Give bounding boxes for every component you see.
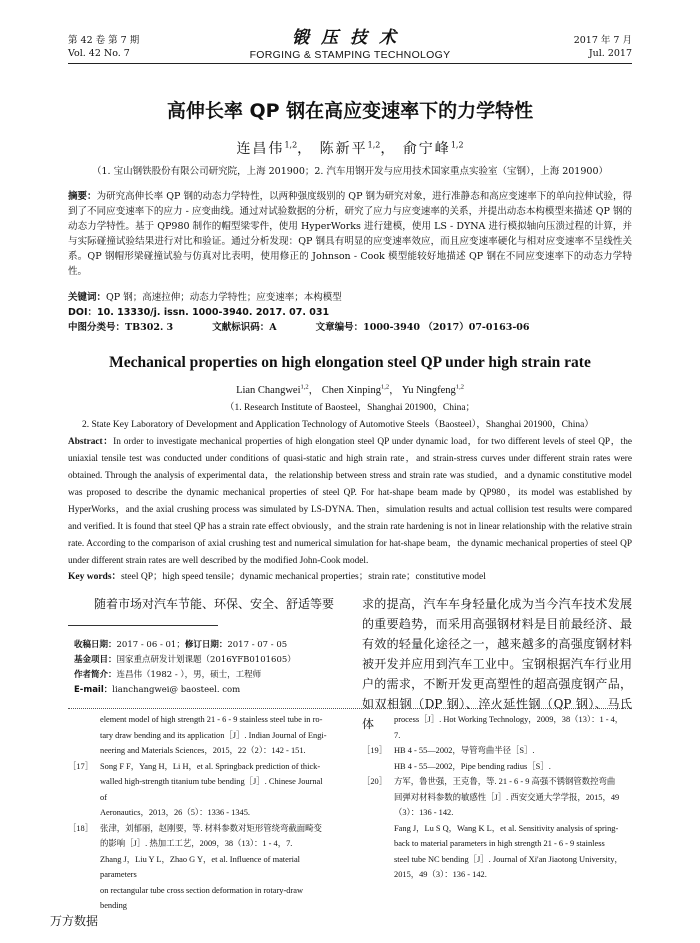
keywords-cn bbox=[68, 290, 632, 305]
abstract-label-cn: 摘要： bbox=[68, 191, 97, 202]
author-name: Yu Ningfeng bbox=[401, 385, 456, 396]
date-cn: 2017 年 7 月 bbox=[573, 35, 632, 46]
author-sup: 1,2 bbox=[380, 383, 390, 391]
article-no-label: 文章编号： bbox=[315, 322, 364, 333]
date-en: Jul. 2017 bbox=[588, 48, 632, 59]
author-sup: 1,2 bbox=[367, 140, 381, 150]
abstract-text-cn: 为研究高伸长率 QP 钢的动态力学特性，以两种强度级别的 QP 钢为研究对象，进行准静态和高应变速率下的单向拉伸试验，得到了不同应变速率下的应力 - 应变曲线。通过对试验数据的分析，研究了应力与应变速率的关系，并提出动态本构模型来描述 QP 钢的动态力学特性。基于 QP980 制作的帽型梁零件，使用 HyperWorks 进行建模，使用 LS - DYNA 进行模拟轴向压溃过程的计算，并与实际碰撞试验结果进行对比和验证。通过分析发现：QP 钢具有明显的应变速率效应，而且应变速率硬化与相对应变速率不呈线性关系。QP 钢帽形梁碰撞试验与仿真对比表明，使用修正的 Johnson - Cook 模型能较好地描述 QP 钢在不同应变速率下的动态力学特性。 bbox=[68, 191, 632, 277]
author-sup: 1,2 bbox=[450, 140, 464, 150]
issue-date bbox=[574, 34, 632, 60]
author-name: Lian Changwei bbox=[236, 385, 301, 396]
author-sup: 1,2 bbox=[455, 383, 464, 391]
author-name: 陈新平 bbox=[319, 141, 368, 157]
footnote-rule bbox=[68, 625, 218, 626]
reference-item: process［J］. Hot Working Technology，2009，38（13）：1 - 4，7. bbox=[394, 715, 624, 740]
keywords-label-en: Key words： bbox=[68, 572, 122, 582]
reference-item: ［18］ 张津，刘郁丽，赵刚要，等. 材料参数对矩形管绕弯截面畸变 的影响［J］. 热加工工艺，2009，38（13）：1 - 4，7. Zhang J，Liu Y L，Zhao G Y，et al. Influence of material parameters on rectangular tube cross section deformation in rotary-draw bending bbox=[68, 823, 322, 910]
paper-title-cn: 高伸长率 QP 钢在高应变速率下的力学特性 bbox=[166, 100, 534, 122]
authors-en: Lian Changwei$^{1,2}$， Chen Xinping$^{1,2}$， Yu Ningfeng$^{1,2}$ bbox=[236, 383, 464, 396]
author-sup: 1,2 bbox=[300, 383, 309, 391]
article-no-value: 1000-3940 （2017）07-0163-06 bbox=[363, 322, 530, 333]
page-break-rule bbox=[68, 708, 632, 709]
footnote-author: 作者简介：连昌伟（1982 - ），男，硕士，工程师 bbox=[74, 670, 262, 680]
footer-watermark: 万方数据 bbox=[50, 914, 99, 928]
keywords-text-cn: QP 钢；高速拉伸；动态力学特性；应变速率；本构模型 bbox=[106, 292, 342, 303]
affiliation-en-2: 2. State Key Laboratory of Development and Application Technology of Automotive Steels（Baosteel），Shanghai 201900，China） bbox=[82, 420, 594, 430]
classification-line bbox=[68, 320, 632, 335]
footnotes bbox=[74, 638, 336, 698]
author-sup: 1,2 bbox=[284, 140, 298, 150]
journal-title-cn: 锻压技术 bbox=[292, 28, 408, 48]
affiliation-en-1: （1. Research Institute of Baosteel，Shanghai 201900，China； bbox=[224, 403, 476, 413]
body-text-left: 随着市场对汽车节能、环保、安全、舒适等要 bbox=[94, 597, 335, 611]
footnote-email: E-mail：lianchangwei@ baosteel. com bbox=[74, 685, 241, 695]
doi-value: 10. 13330/j. issn. 1000-3940. 2017. 07. 031 bbox=[97, 307, 330, 318]
volume-en: Vol. 42 No. 7 bbox=[68, 48, 130, 59]
author-name: 俞宁峰 bbox=[402, 141, 451, 157]
doi bbox=[68, 305, 632, 320]
references-left bbox=[68, 712, 330, 914]
abstract-en bbox=[68, 434, 632, 570]
abstract-cn bbox=[68, 189, 632, 279]
abstract-text-en: In order to investigate mechanical properties of high elongation steel QP under dynamic load，for two different levels of steel QP，the uniaxial tensile test was conducted under conditions of quasi-static and high strain rate，and strain-stress curves under different strain rates were obtained. Through the analysis of experimental data，the relationship between stress and strain rate was studied，and a dynamic constitutive model was proposed to describe the dynamic mechanical properties of steel QP. For hat-shape beam made by QP980，its model was established by HyperWorks，and the axial crushing process was simulated by LS-DYNA. Then，simulation results and actual collision test results were compared and verified. It is found that steel QP has a strain rate effect obviously，and the strain rate hardening is not in linear relationship with the relative strain rate. According to the comparison of axial crushing test and numerical simulation for hat-shape beam，the dynamic mechanical properties of steel QP under different strain rates are well described by the modified John-Cook model. bbox=[68, 437, 632, 566]
doi-label: DOI： bbox=[68, 307, 97, 318]
header-rule bbox=[68, 63, 632, 64]
reference-item: ［17］ Song F F，Yang H，Li H，et al. Springback prediction of thick- walled high-strength titanium tube bending［J］. Chinese Journal of Aeronautics，2013，26（5）：1336 - 1345. bbox=[68, 761, 323, 817]
references-right bbox=[362, 712, 624, 883]
affiliations-cn: （1. 宝山钢铁股份有限公司研究院，上海 201900；2. 汽车用钢开发与应用技术国家重点实验室（宝钢），上海 201900） bbox=[92, 166, 608, 177]
abstract-label-en: Abstract： bbox=[68, 437, 114, 447]
journal-title-en: FORGING & STAMPING TECHNOLOGY bbox=[249, 49, 451, 61]
volume-cn: 第 42 卷 第 7 期 bbox=[68, 35, 140, 46]
clc-value: TB302. 3 bbox=[125, 322, 174, 333]
authors-cn: 连昌伟$^{1,2}$， 陈新平$^{1,2}$， 俞宁峰$^{1,2}$ bbox=[236, 140, 464, 157]
reference-item: ［19］ HB 4 - 55—2002，导管弯曲半径［S］. HB 4 - 55—2002，Pipe bending radius［S］. bbox=[362, 746, 551, 771]
keywords-text-en: steel QP；high speed tensile；dynamic mechanical properties；strain rate；constitutive model bbox=[121, 572, 486, 582]
author-name: 连昌伟 bbox=[236, 141, 285, 157]
author-name: Chen Xinping bbox=[321, 385, 381, 396]
paper-title-en: Mechanical properties on high elongation steel QP under high strain rate bbox=[109, 354, 591, 371]
keywords-label-cn: 关键词： bbox=[68, 292, 107, 303]
footnote-received: 收稿日期：2017 - 06 - 01；修订日期：2017 - 07 - 05 bbox=[74, 640, 288, 650]
keywords-en bbox=[68, 570, 632, 585]
clc-label: 中图分类号： bbox=[68, 322, 126, 333]
body-text-right: 求的提高，汽车车身轻量化成为当今汽车技术发展的重要趋势，而采用高强钢材料是目前最经济、最有效的轻量化途径之一，越来越多的高强度钢材料被开发并应用到汽车工业中。宝钢根据汽车行业用户的需求，不断开发更高塑性的超高强度钢产品，如双相钢（DP 钢）、淬火延性钢（QP 钢）、马氏体 bbox=[362, 597, 632, 731]
reference-item: ［20］ 方军，鲁世强，王克鲁，等. 21 - 6 - 9 高强不锈钢管数控弯曲 回弹对材料参数的敏感性［J］. 西安交通大学学报，2015，49 （3）：136 - 142. Fang J，Lu S Q，Wang K L，et al. Sensitivity analysis of spring- back to material parameters in high strength 21 - 6 - 9 stainless steel tube NC bending［J］. Journal of Xi'an Jiaotong University， 2015，49（3）：136 - 142. bbox=[362, 777, 623, 879]
doc-code-label: 文献标识码： bbox=[212, 322, 270, 333]
footnote-funding: 基金项目：国家重点研发计划课题（2016YFB0101605） bbox=[74, 655, 296, 665]
doc-code-value: A bbox=[269, 322, 277, 333]
reference-item: element model of high strength 21 - 6 - 9 stainless steel tube in ro- tary draw bending and its application［J］. Indian Journal of Engi- neering and Materials Sciences，2015，22（2）：142 - 151. bbox=[100, 715, 327, 755]
